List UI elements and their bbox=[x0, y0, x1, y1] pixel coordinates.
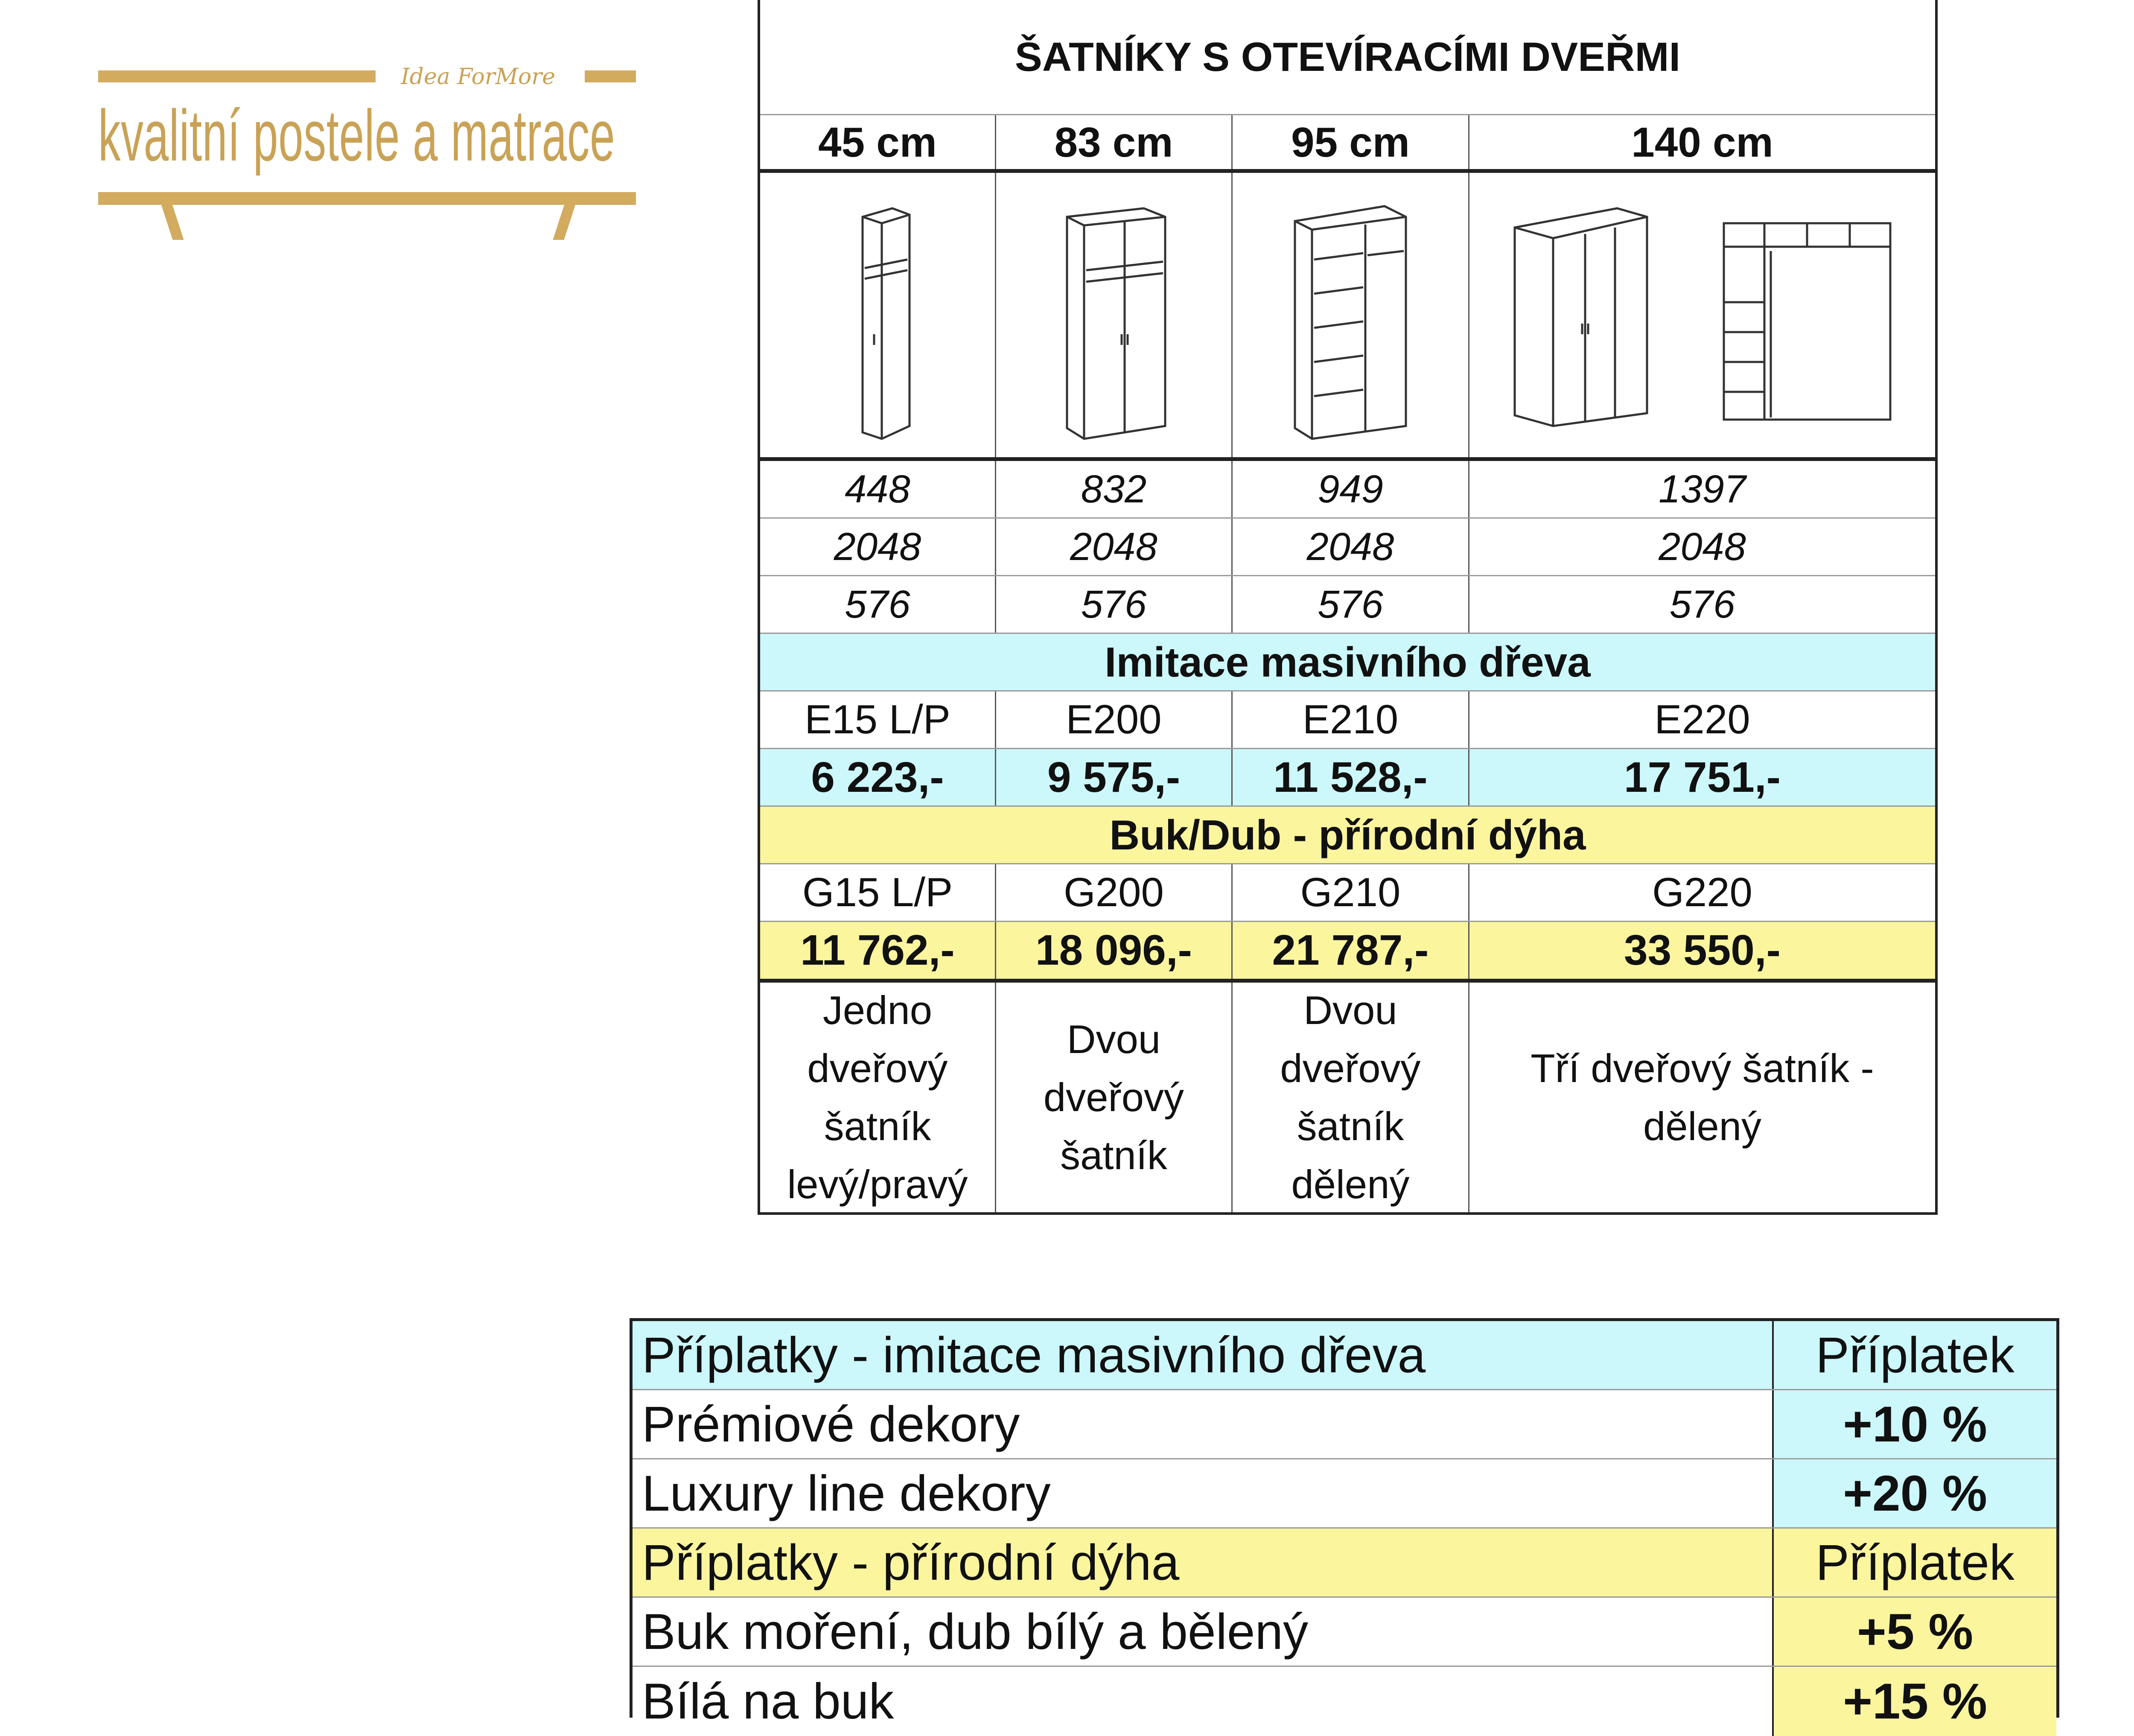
veneer-price-95: 21 787,- bbox=[1231, 922, 1468, 979]
surcharge-row bbox=[633, 1459, 2056, 1529]
veneer-band: Buk/Dub - přírodní dýha bbox=[760, 807, 1935, 864]
logo-name: kvalitní postele a matrace bbox=[98, 95, 615, 176]
header-95: 95 cm bbox=[1231, 115, 1468, 169]
veneer-code-45: G15 L/P bbox=[802, 869, 953, 915]
description-83-line: Dvou bbox=[1067, 1017, 1161, 1062]
dim-height-140: 2048 bbox=[1468, 519, 1935, 575]
imitation-price-45: 6 223,- bbox=[811, 753, 944, 801]
description-95 bbox=[1231, 983, 1468, 1212]
surcharge-value: +15 % bbox=[1772, 1667, 2056, 1736]
imitation-price-95: 11 528,- bbox=[1231, 749, 1468, 805]
imitation-price-83: 9 575,- bbox=[995, 749, 1231, 805]
dim-depth-95: 576 bbox=[1231, 576, 1468, 633]
dim-height-95: 2048 bbox=[1231, 519, 1468, 575]
description-45-line: levý/pravý bbox=[787, 1162, 968, 1207]
width-dimension-row bbox=[760, 461, 1935, 519]
imitation-price-row bbox=[760, 749, 1935, 807]
surcharge-label: Buk moření, dub bílý a bělený bbox=[642, 1603, 1309, 1660]
veneer-price-row bbox=[760, 922, 1935, 983]
dim-depth-45: 576 bbox=[845, 582, 910, 626]
description-45-line: šatník bbox=[824, 1104, 931, 1149]
veneer-price-140: 33 550,- bbox=[1468, 922, 1935, 979]
surcharge-value: Příplatek bbox=[1772, 1529, 2056, 1596]
imitation-code-140: E220 bbox=[1468, 691, 1935, 748]
imitation-code-45: E15 L/P bbox=[805, 697, 950, 742]
description-95-line: dveřový bbox=[1280, 1046, 1421, 1091]
logo-tagline: Idea ForMore bbox=[401, 64, 555, 90]
surcharge-row bbox=[633, 1598, 2056, 1667]
description-45 bbox=[760, 983, 995, 1212]
height-dimension-row bbox=[760, 519, 1935, 576]
dim-height-83: 2048 bbox=[995, 519, 1231, 575]
dim-height-45: 2048 bbox=[834, 525, 921, 569]
dim-width-45: 448 bbox=[845, 467, 910, 511]
surcharge-value: Příplatek bbox=[1772, 1321, 2056, 1389]
header-140: 140 cm bbox=[1468, 115, 1935, 169]
dim-depth-83: 576 bbox=[995, 576, 1231, 633]
wardrobe-140-drawings bbox=[1468, 173, 1935, 457]
surcharge-label: Příplatky - imitace masivního dřeva bbox=[633, 1321, 1772, 1389]
veneer-code-83: G200 bbox=[995, 864, 1231, 921]
veneer-price-45: 11 762,- bbox=[800, 926, 955, 974]
description-140 bbox=[1468, 983, 1935, 1212]
imitation-code-row bbox=[760, 691, 1935, 749]
description-83-line: šatník bbox=[1060, 1133, 1167, 1178]
veneer-code-95: G210 bbox=[1231, 864, 1468, 921]
description-83-line: dveřový bbox=[1043, 1075, 1184, 1120]
description-83 bbox=[995, 983, 1231, 1212]
wardrobe-95-drawing bbox=[1231, 173, 1468, 457]
brand-logo bbox=[98, 64, 636, 239]
description-140-line: dělený bbox=[1643, 1104, 1761, 1149]
wardrobe-45-drawing bbox=[760, 173, 995, 457]
surcharge-value: +20 % bbox=[1772, 1459, 2056, 1527]
surcharge-row bbox=[633, 1390, 2056, 1459]
surcharge-row bbox=[633, 1529, 2056, 1598]
wardrobe-83-drawing bbox=[995, 173, 1231, 457]
veneer-price-83: 18 096,- bbox=[995, 922, 1231, 979]
dim-depth-140: 576 bbox=[1468, 576, 1935, 633]
imitation-price-140: 17 751,- bbox=[1468, 749, 1935, 805]
surcharge-value: +5 % bbox=[1772, 1598, 2056, 1666]
surcharge-row bbox=[633, 1321, 2056, 1390]
header-45: 45 cm bbox=[818, 118, 937, 166]
description-row bbox=[760, 983, 1935, 1212]
surcharge-label: Luxury line dekory bbox=[642, 1465, 1051, 1522]
description-95-line: dělený bbox=[1291, 1162, 1410, 1207]
depth-dimension-row bbox=[760, 576, 1935, 634]
drawing-row bbox=[760, 173, 1935, 461]
description-95-line: Dvou bbox=[1303, 988, 1397, 1033]
surcharge-row bbox=[633, 1667, 2056, 1736]
dim-width-83: 832 bbox=[995, 461, 1231, 517]
table-title: ŠATNÍKY S OTEVÍRACÍMI DVEŘMI bbox=[1015, 34, 1681, 80]
surcharge-label: Prémiové dekory bbox=[642, 1396, 1020, 1453]
width-header-row bbox=[760, 115, 1935, 173]
description-45-line: dveřový bbox=[807, 1046, 948, 1091]
dim-width-95: 949 bbox=[1231, 461, 1468, 517]
veneer-code-row bbox=[760, 864, 1935, 922]
surcharge-value: +10 % bbox=[1772, 1390, 2056, 1458]
header-83: 83 cm bbox=[995, 115, 1231, 169]
description-45-line: Jedno bbox=[822, 988, 933, 1033]
wardrobe-price-table bbox=[758, 0, 1938, 1215]
imitation-band: Imitace masivního dřeva bbox=[760, 634, 1935, 691]
surcharge-label: Bílá na buk bbox=[642, 1673, 894, 1730]
surcharge-label: Příplatky - přírodní dýha bbox=[633, 1529, 1772, 1596]
description-95-line: šatník bbox=[1297, 1104, 1404, 1149]
dim-width-140: 1397 bbox=[1468, 461, 1935, 517]
veneer-code-140: G220 bbox=[1468, 864, 1935, 921]
imitation-code-83: E200 bbox=[995, 691, 1231, 748]
surcharge-table bbox=[630, 1318, 2059, 1730]
imitation-code-95: E210 bbox=[1231, 691, 1468, 748]
table-title-row bbox=[760, 0, 1935, 115]
description-140-line: Tří dveřový šatník - bbox=[1531, 1046, 1874, 1091]
